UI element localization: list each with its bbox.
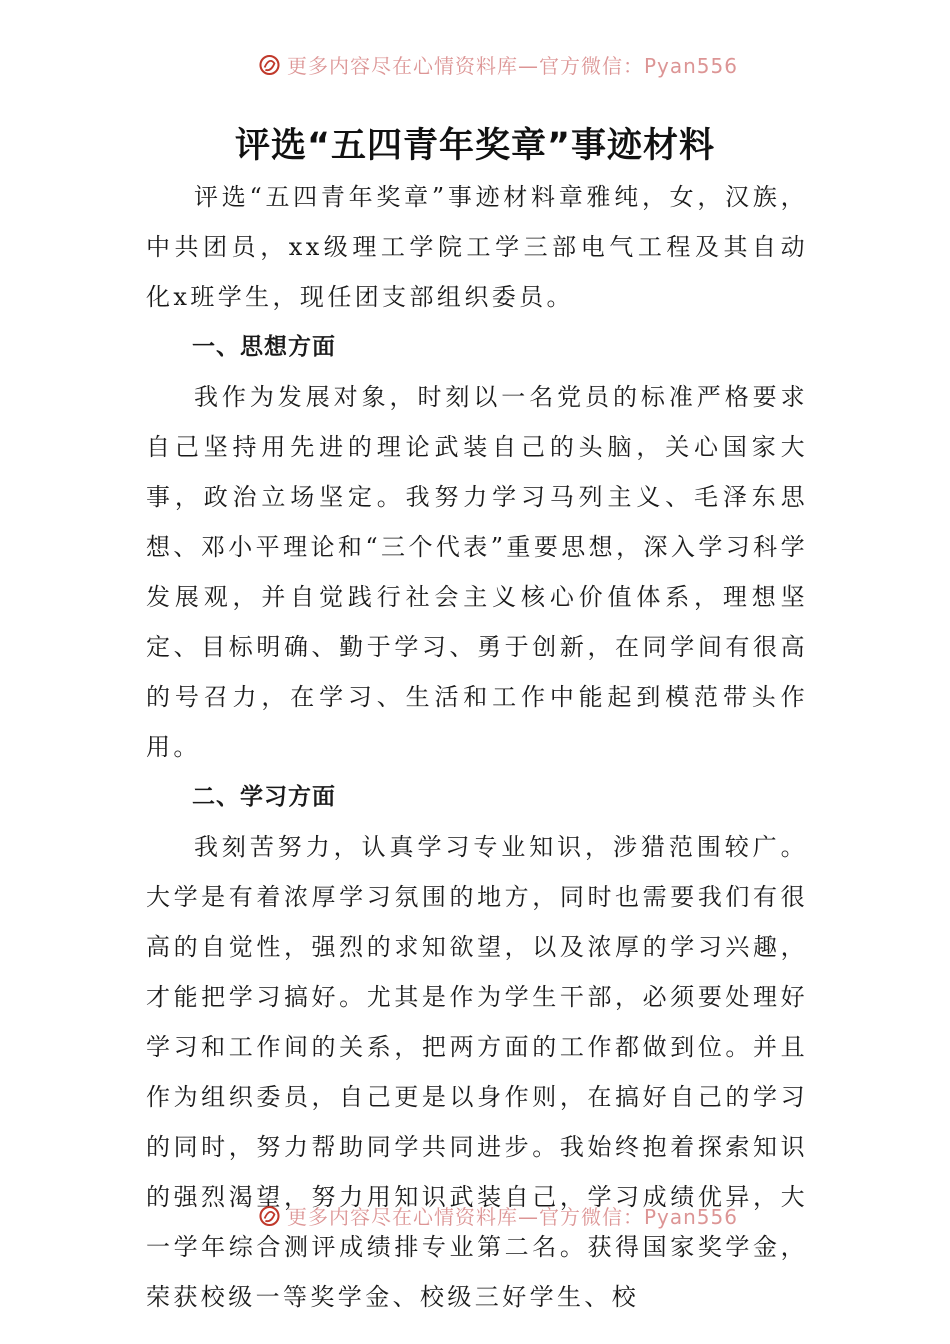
section-body-study: 我刻苦努力，认真学习专业知识，涉猎范围较广。大学是有着浓厚学习氛围的地方，同时也需要我们有很高的自觉性，强烈的求知欲望，以及浓厚的学习兴趣，才能把学习搞好。尤其是作为学生干部，必须要处理好学习和工作间的关系，把两方面的工作都做到位。并且作为组织委员，自己更是以身作则，在搞好自己的学习的同时，努力帮助同学共同进步。我始终抱着探索知识的强烈渴望，努力用知识武装自己，学习成绩优异，大一学年综合测评成绩排专业第二名。获得国家奖学金，荣获校级一等奖学金、校级三好学生、校 (146, 833, 808, 1311)
watermark-text: 更多内容尽在心情资料库—官方微信：Pyan556 (286, 54, 738, 78)
intro-paragraph: 评选“五四青年奖章”事迹材料章雅纯，女，汉族，中共团员，xx级理工学院工学三部电气工程及其自动化x班学生，现任团支部组织委员。 (146, 183, 808, 311)
section-heading-ideology: 一、思想方面 (192, 334, 336, 360)
section-heading-study: 二、学习方面 (192, 784, 336, 810)
brand-logo-icon (258, 54, 281, 79)
page-title: 评选“五四青年奖章”事迹材料 (234, 126, 715, 166)
watermark-text: 更多内容尽在心情资料库—官方微信：Pyan556 (286, 1205, 738, 1229)
section-body-ideology: 我作为发展对象，时刻以一名党员的标准严格要求自己坚持用先进的理论武装自己的头脑，关心国家大事，政治立场坚定。我努力学习马列主义、毛泽东思想、邓小平理论和“三个代表”重要思想，深入学习科学发展观，并自觉践行社会主义核心价值体系，理想坚定、目标明确、勤于学习、勇于创新，在同学间有很高的号召力，在学习、生活和工作中能起到模范带头作用。 (146, 383, 808, 761)
brand-logo-icon (258, 1205, 281, 1230)
watermark-top (258, 54, 738, 88)
document-body (146, 172, 808, 1322)
watermark-bottom (258, 1205, 738, 1239)
